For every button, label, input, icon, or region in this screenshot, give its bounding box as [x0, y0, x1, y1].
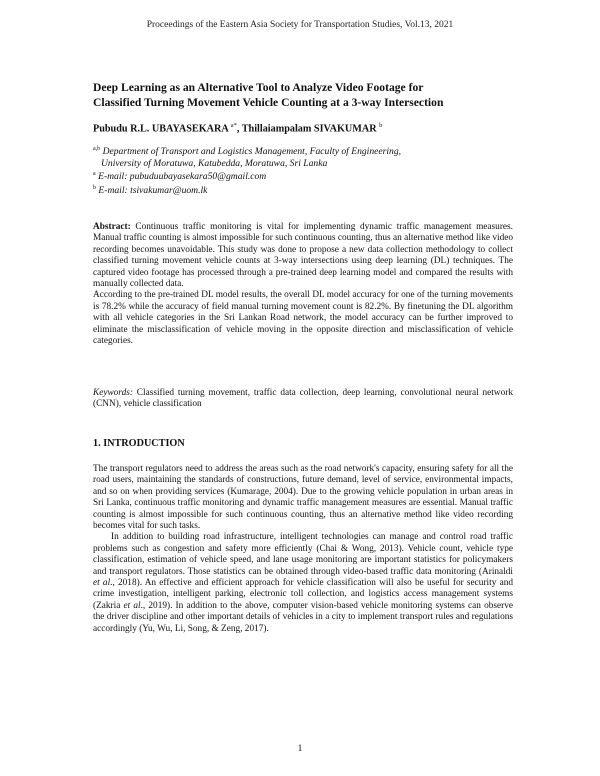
- keywords: [93, 388, 513, 411]
- author-1: Pubudu R.L. UBAYASEKARA: [93, 123, 229, 135]
- keywords-label: Keywords:: [93, 388, 133, 398]
- affiliation-univ: University of Moratuwa, Katubedda, Moratuwa, Sri Lanka: [101, 157, 328, 169]
- email-b: $^b$ E-mail: tsivakumar@uom.lk: [93, 184, 208, 197]
- author-2-affil-mark: b: [379, 122, 383, 129]
- author-separator: ,: [236, 123, 242, 135]
- page-number: 1: [297, 744, 303, 754]
- running-head: Proceedings of the Eastern Asia Society for Transportation Studies, Vol.13, 2021: [146, 20, 454, 30]
- paper-title: [93, 80, 523, 110]
- abstract-label: Abstract:: [93, 222, 131, 232]
- title-line-2: Classified Turning Movement Vehicle Counting at a 3-way Intersection: [93, 96, 444, 109]
- email-a-mark: a: [93, 171, 96, 178]
- abstract-paragraph-2: According to the pre-trained DL model results, the overall DL model accuracy for one of the turning movements is 78.2% while the accuracy of field manual turning movement count is 82.2%. By finetuning the DL algorithm with all vehicle categories in the Sri Lankan Road network, the model accuracy can be further improved to eliminate the misclassification of vehicle moving in the opposite direction and misclassification of vehicle categories.: [93, 290, 513, 347]
- intro-paragraph-2: In addition to building road infrastructure, intelligent technologies can manage and control road traffic problems such as congestion and safety more efficiently (Chai & Wong, 2013). Vehicle count, vehicle type classification, estimation of vehicle speed, and lane usage monitoring are important statistics for policymakers and transport regulators. Those statistics can be obtained through video-based traffic data monitoring (Arinaldi et al., 2018). An effective and efficient approach for vehicle classification will also be useful for security and crime investigation, intelligent parking, electronic toll collection, and logistics access management systems (Zakria et al., 2019). In addition to the above, computer vision-based vehicle monitoring systems can observe the driver discipline and other important details of vehicles in a city to implement transport rules and regulations accordingly (Yu, Wu, Li, Song, & Zeng, 2017).: [93, 532, 514, 634]
- author-1-affil-mark: a*: [230, 122, 237, 129]
- introduction-body: [93, 464, 513, 635]
- keywords-text: Classified turning movement, traffic data collection, deep learning, convolutional neural network (CNN), vehicle classification: [93, 388, 513, 410]
- affil-ab-mark: a,b: [93, 146, 101, 152]
- affiliation-dept: $^{a,b}$ Department of Transport and Logistics Management, Faculty of Engineering,: [93, 146, 402, 158]
- abstract-paragraph-1: Abstract: Continuous traffic monitoring is vital for implementing dynamic traffic management measures. Manual traffic counting is almost impossible for such continuous counting, thus an alternative method like video recording becomes unavoidable. This study was done to propose a new data collection methodology to collect classified turning movement vehicle counts at 3-way intersections using deep learning (DL) techniques. The captured video footage has processed through a pre-trained deep learning model and compared the results with manually collected data.: [93, 222, 513, 290]
- email-b-mark: b: [93, 184, 96, 191]
- abstract: [93, 222, 513, 347]
- affiliation-block: [93, 144, 523, 197]
- author-2: Thillaiampalam SIVAKUMAR: [241, 123, 377, 135]
- intro-paragraph-1: The transport regulators need to address the areas such as the road network's capacity, ensuring safety for all the road users, maintaining the standards of constructions, future demand, level of service, environmental impacts, and so on when providing services (Kumarage, 2004). Due to the growing vehicle population in urban areas in Sri Lanka, continuous traffic monitoring and dynamic traffic management measures are essential. Manual traffic counting is almost impossible for such continuous counting, thus an alternative method like video recording becomes vital for such tasks.: [93, 464, 513, 532]
- section-heading-introduction: 1. INTRODUCTION: [93, 438, 185, 449]
- author-line: [93, 122, 382, 134]
- title-line-1: Deep Learning as an Alternative Tool to Analyze Video Footage for: [93, 81, 424, 94]
- email-a: $^a$ E-mail: pubuduubayasekara50@gmail.com: [93, 171, 267, 183]
